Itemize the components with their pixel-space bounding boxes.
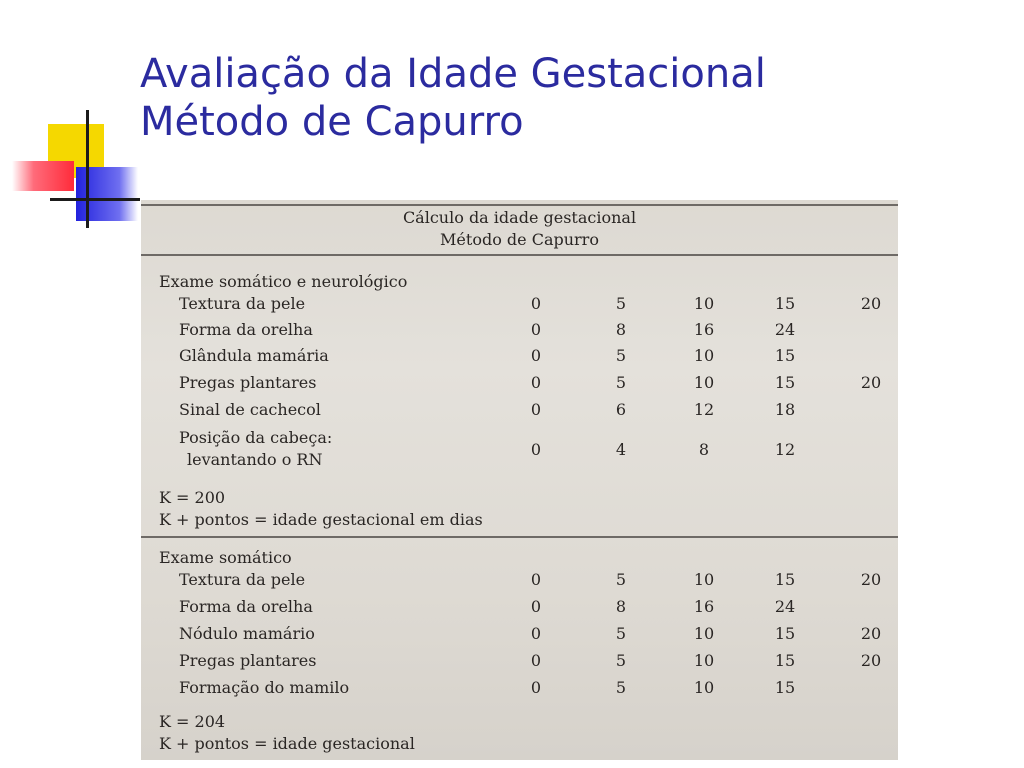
score-cell: 5 <box>615 678 627 697</box>
table-row <box>141 428 898 476</box>
score-cell: 5 <box>615 294 627 313</box>
slide-title <box>140 50 766 146</box>
score-cell: 15 <box>774 678 796 697</box>
score-cell: 10 <box>693 373 715 392</box>
score-cell: 16 <box>693 320 715 339</box>
score-cell: 18 <box>774 400 796 419</box>
score-cell: 20 <box>860 570 882 589</box>
table-row <box>141 400 898 424</box>
section-1-title: Exame somático e neurológico <box>159 272 408 291</box>
row-label: Textura da pele <box>179 294 306 313</box>
score-cell: 15 <box>774 346 796 365</box>
k-constant-1: K = 200 <box>159 488 226 507</box>
k-constant-2: K = 204 <box>159 712 226 731</box>
score-cell: 8 <box>615 320 627 339</box>
score-cell: 10 <box>693 294 715 313</box>
score-cell: 20 <box>860 373 882 392</box>
row-label: Pregas plantares <box>179 651 317 670</box>
table-heading-line-1: Cálculo da idade gestacional <box>402 208 637 227</box>
red-bar-decoration <box>12 161 74 191</box>
score-cell: 0 <box>530 373 542 392</box>
score-cell: 5 <box>615 570 627 589</box>
section-rule <box>141 536 898 538</box>
score-cell: 0 <box>530 597 542 616</box>
score-cell: 24 <box>774 597 796 616</box>
score-cell: 0 <box>530 400 542 419</box>
score-cell: 24 <box>774 320 796 339</box>
score-cell: 0 <box>530 294 542 313</box>
section-2-title: Exame somático <box>159 548 292 567</box>
score-cell: 20 <box>860 624 882 643</box>
row-label: Formação do mamilo <box>179 678 350 697</box>
formula-2: K + pontos = idade gestacional <box>159 734 415 753</box>
score-cell: 15 <box>774 570 796 589</box>
formula-1: K + pontos = idade gestacional em dias <box>159 510 483 529</box>
horizontal-line-decoration <box>50 198 140 201</box>
row-label: Glândula mamária <box>179 346 329 365</box>
score-cell: 4 <box>615 440 627 459</box>
table-row <box>141 624 898 648</box>
score-cell: 20 <box>860 294 882 313</box>
score-cell: 15 <box>774 624 796 643</box>
vertical-line-decoration <box>86 110 89 228</box>
scanned-capurro-table <box>141 200 898 760</box>
table-heading-line-2: Método de Capurro <box>440 230 599 249</box>
table-row <box>141 346 898 370</box>
score-cell: 6 <box>615 400 627 419</box>
score-cell: 10 <box>693 570 715 589</box>
score-cell: 5 <box>615 373 627 392</box>
score-cell: 10 <box>693 651 715 670</box>
score-cell: 20 <box>860 651 882 670</box>
row-label: Pregas plantares <box>179 373 317 392</box>
score-cell: 15 <box>774 294 796 313</box>
score-cell: 0 <box>530 346 542 365</box>
table-row <box>141 373 898 397</box>
row-label: Sinal de cachecol <box>179 400 321 419</box>
top-rule <box>141 204 898 206</box>
score-cell: 0 <box>530 320 542 339</box>
table-row <box>141 597 898 621</box>
score-cell: 0 <box>530 678 542 697</box>
score-cell: 10 <box>693 346 715 365</box>
score-cell: 5 <box>615 346 627 365</box>
score-cell: 15 <box>774 651 796 670</box>
row-label: Nódulo mamário <box>179 624 315 643</box>
table-row <box>141 294 898 318</box>
score-cell: 0 <box>530 570 542 589</box>
score-cell: 10 <box>693 624 715 643</box>
heading-rule <box>141 254 898 256</box>
slide-title-line-1: Avaliação da Idade Gestacional <box>140 51 766 97</box>
score-cell: 5 <box>615 651 627 670</box>
row-label-continuation: levantando o RN <box>187 450 323 469</box>
score-cell: 0 <box>530 440 542 459</box>
row-label: Textura da pele <box>179 570 306 589</box>
table-row <box>141 678 898 702</box>
score-cell: 12 <box>693 400 715 419</box>
score-cell: 8 <box>615 597 627 616</box>
table-row <box>141 320 898 344</box>
score-cell: 8 <box>698 440 710 459</box>
score-cell: 12 <box>774 440 796 459</box>
score-cell: 0 <box>530 651 542 670</box>
slide-title-line-2: Método de Capurro <box>140 99 524 145</box>
score-cell: 15 <box>774 373 796 392</box>
table-row <box>141 570 898 594</box>
score-cell: 0 <box>530 624 542 643</box>
score-cell: 16 <box>693 597 715 616</box>
score-cell: 5 <box>615 624 627 643</box>
row-label: Forma da orelha <box>179 597 313 616</box>
score-cell: 10 <box>693 678 715 697</box>
row-label: Forma da orelha <box>179 320 313 339</box>
table-row <box>141 651 898 675</box>
row-label: Posição da cabeça: <box>179 428 333 447</box>
corner-decoration <box>0 0 150 240</box>
